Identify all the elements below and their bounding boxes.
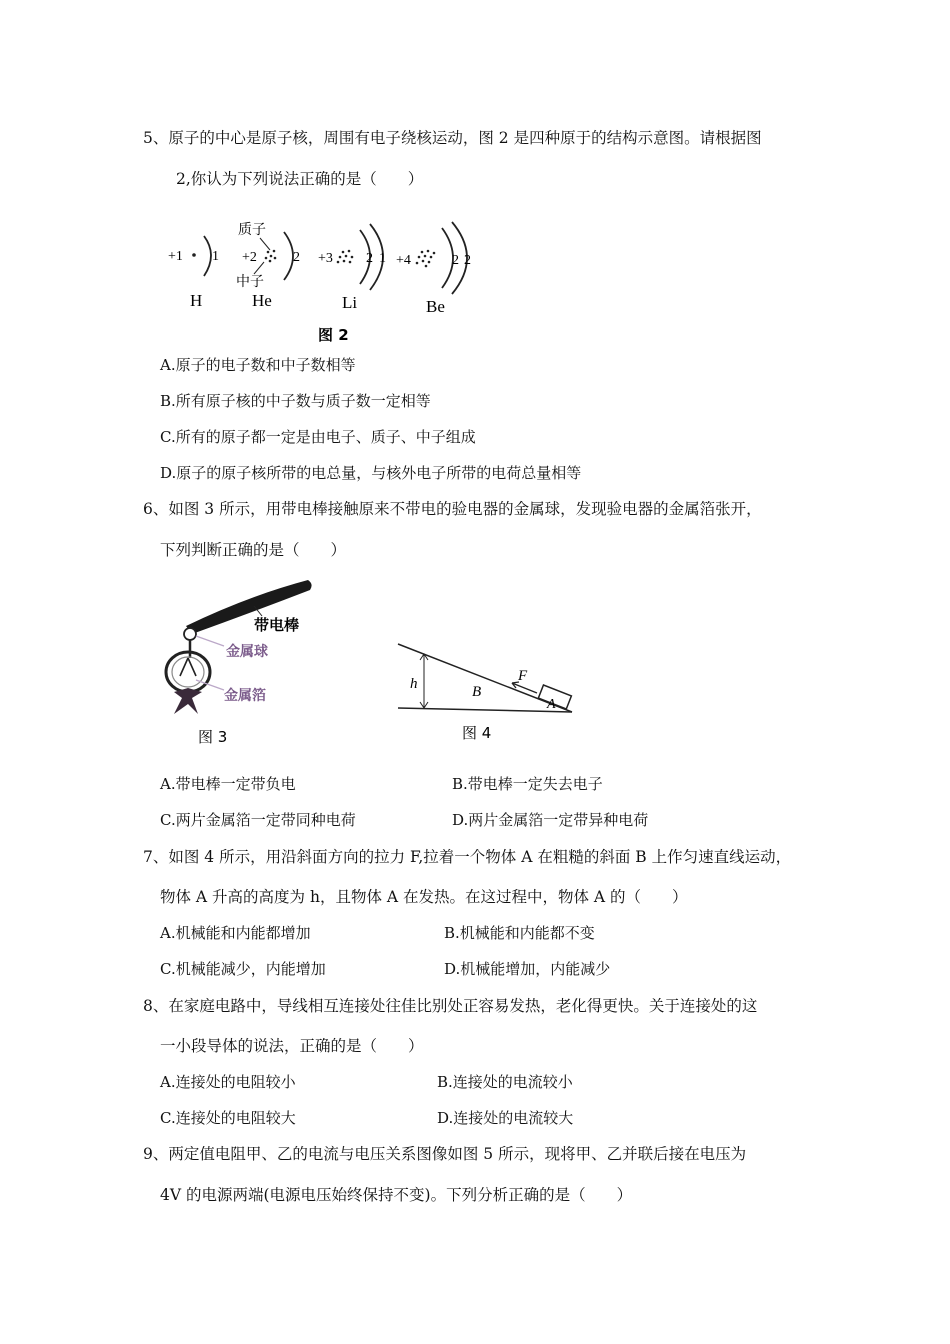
electroscope-figure xyxy=(158,576,318,748)
neutron-label: 中子 xyxy=(236,274,264,290)
h-nucleus xyxy=(192,253,196,257)
metal-ball xyxy=(184,628,196,640)
li-shell-2-count: 1 xyxy=(379,251,386,266)
proton-label: 质子 xyxy=(238,222,266,238)
figure-2-caption: 图 2 xyxy=(318,326,349,344)
q6-option-d[interactable]: D.两片金属箔一定带异种电荷 xyxy=(452,811,649,829)
q7-option-b[interactable]: B.机械能和内能都不变 xyxy=(444,924,595,942)
force-label: F xyxy=(518,668,528,684)
figure-3-caption: 图 3 xyxy=(198,728,228,746)
be-shell-1-count: 2 xyxy=(452,253,459,268)
incline-label: B xyxy=(472,684,482,700)
q7-stem-line1: 7、如图 4 所示，用沿斜面方向的拉力 F,拉着一个物体 A 在粗糙的斜面 B 上作匀速直线运动， xyxy=(143,848,792,866)
q8-stem-line1: 8、在家庭电路中，导线相互连接处往佳比别处正容易发热，老化得更快。关于连接处的这 xyxy=(143,997,758,1015)
ball-label: 金属球 xyxy=(226,644,268,660)
he-shell-1-count: 2 xyxy=(293,250,300,265)
h-nucleus-charge: +1 xyxy=(168,249,183,264)
electroscope-stand xyxy=(174,688,202,714)
inclined-plane-figure xyxy=(394,636,590,746)
he-symbol: He xyxy=(252,291,272,310)
electroscope-jar-inner xyxy=(172,657,204,687)
be-symbol: Be xyxy=(426,297,445,316)
foil-label: 金属箔 xyxy=(224,688,266,704)
be-nucleus xyxy=(416,250,436,268)
q7-option-d[interactable]: D.机械能增加，内能减少 xyxy=(444,960,611,978)
q9-stem-line1: 9、两定值电阻甲、乙的电流与电压关系图像如图 5 所示，现将甲、乙并联后接在电压为 xyxy=(143,1145,747,1163)
q8-option-b[interactable]: B.连接处的电流较小 xyxy=(437,1073,573,1091)
q8-stem-line2: 一小段导体的说法，正确的是（ ） xyxy=(160,1037,424,1055)
q5-option-c[interactable]: C.所有的原子都一定是由电子、质子、中子组成 xyxy=(160,428,476,446)
atom-structure-figure xyxy=(160,214,490,346)
q5-stem-line1: 5、原子的中心是原子核，周围有电子绕核运动，图 2 是四种原于的结构示意图。请根据图 xyxy=(143,129,762,147)
q6-option-c[interactable]: C.两片金属箔一定带同种电荷 xyxy=(160,811,356,829)
q8-option-d[interactable]: D.连接处的电流较大 xyxy=(437,1109,574,1127)
q7-option-c[interactable]: C.机械能减少，内能增加 xyxy=(160,960,326,978)
block-label: A xyxy=(547,697,556,712)
metal-foils xyxy=(180,658,196,676)
q7-stem-line2: 物体 A 升高的高度为 h，且物体 A 在发热。在这过程中，物体 A 的（ ） xyxy=(160,888,688,906)
q6-option-a[interactable]: A.带电棒一定带负电 xyxy=(160,775,296,793)
h-electron-shell xyxy=(204,236,211,276)
li-symbol: Li xyxy=(342,293,358,312)
he-nucleus xyxy=(265,250,277,263)
li-nucleus-charge: +3 xyxy=(318,251,333,266)
li-nucleus xyxy=(337,250,354,264)
figure-4-caption: 图 4 xyxy=(462,724,492,742)
q7-option-a[interactable]: A.机械能和内能都增加 xyxy=(160,924,311,942)
proton-pointer-line xyxy=(260,238,270,250)
h-shell-1-count: 1 xyxy=(212,249,219,264)
q6-stem-line2: 下列判断正确的是（ ） xyxy=(160,541,347,559)
q5-option-a[interactable]: A.原子的电子数和中子数相等 xyxy=(160,356,356,374)
q5-option-b[interactable]: B.所有原子核的中子数与质子数一定相等 xyxy=(160,392,431,410)
he-nucleus-charge: +2 xyxy=(242,250,257,265)
q6-option-b[interactable]: B.带电棒一定失去电子 xyxy=(452,775,603,793)
li-shell-1-count: 2 xyxy=(366,251,373,266)
q8-option-a[interactable]: A.连接处的电阻较小 xyxy=(160,1073,296,1091)
q5-stem-line2: 2,你认为下列说法正确的是（ ） xyxy=(176,170,424,188)
h-symbol: H xyxy=(190,291,203,310)
be-nucleus-charge: +4 xyxy=(396,253,411,268)
q9-stem-line2: 4V 的电源两端(电源电压始终保持不变)。下列分析正确的是（ ） xyxy=(160,1186,633,1204)
q8-option-c[interactable]: C.连接处的电阻较大 xyxy=(160,1109,296,1127)
q6-stem-line1: 6、如图 3 所示，用带电棒接触原来不带电的验电器的金属球，发现验电器的金属箔张开， xyxy=(143,500,762,518)
he-electron-shell xyxy=(284,232,293,280)
be-shell-2-count: 2 xyxy=(464,253,471,268)
ball-pointer-line xyxy=(196,636,224,646)
q5-option-d[interactable]: D.原子的原子核所带的电总量，与核外电子所带的电荷总量相等 xyxy=(160,464,582,482)
height-label: h xyxy=(410,676,418,692)
rod-label: 带电棒 xyxy=(254,616,300,634)
